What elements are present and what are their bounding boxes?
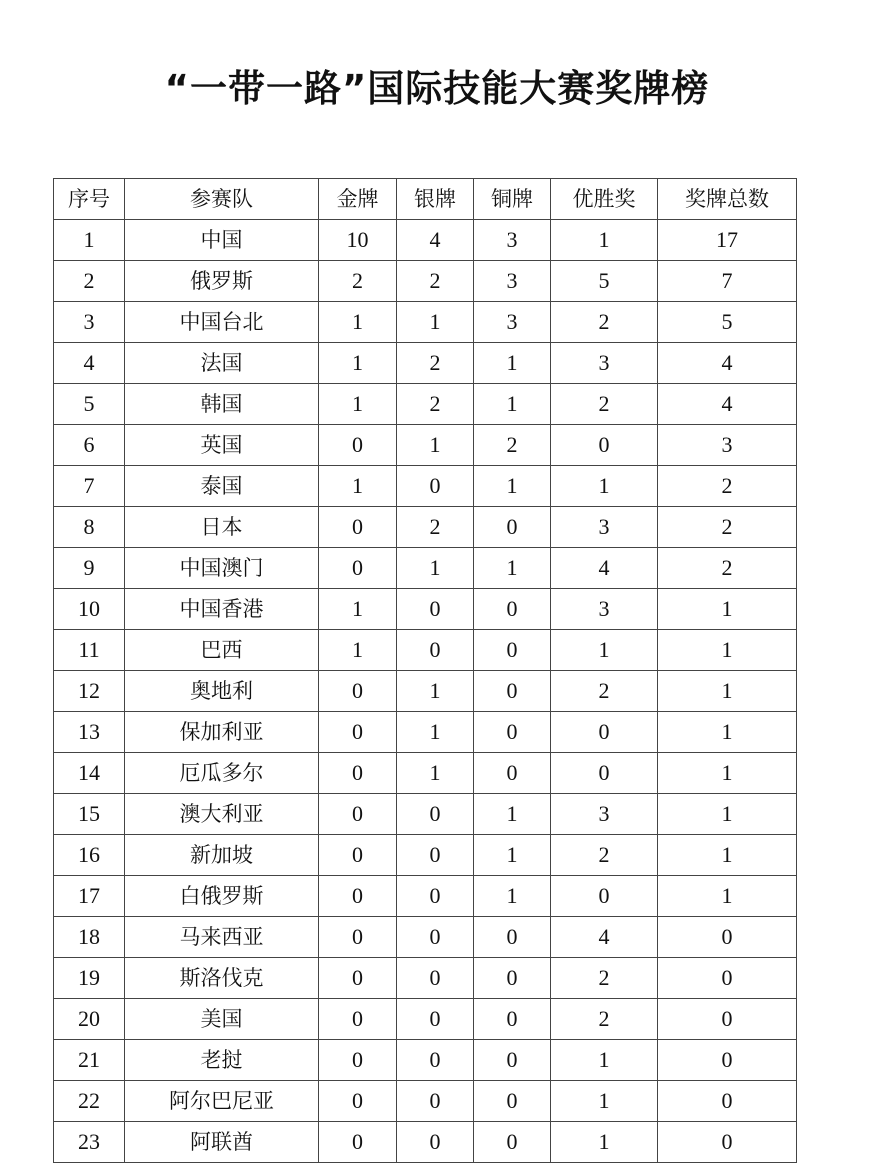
team-cell: 阿联酋 <box>125 1122 319 1163</box>
gold-cell: 0 <box>319 1122 397 1163</box>
team-cell: 斯洛伐克 <box>125 958 319 999</box>
excellence-cell: 3 <box>551 343 658 384</box>
table-row <box>54 712 797 753</box>
header-row <box>54 179 797 220</box>
rank-cell: 2 <box>54 261 125 302</box>
gold-cell: 0 <box>319 958 397 999</box>
rank-cell: 8 <box>54 507 125 548</box>
total-cell: 4 <box>658 343 797 384</box>
bronze-cell: 1 <box>474 384 551 425</box>
gold-cell: 0 <box>319 917 397 958</box>
column-header-gold: 金牌 <box>319 179 397 220</box>
excellence-cell: 1 <box>551 1081 658 1122</box>
total-cell: 1 <box>658 876 797 917</box>
excellence-cell: 2 <box>551 835 658 876</box>
bronze-cell: 3 <box>474 302 551 343</box>
table-row <box>54 384 797 425</box>
team-cell: 巴西 <box>125 630 319 671</box>
column-header-silver: 银牌 <box>397 179 474 220</box>
table-row <box>54 466 797 507</box>
team-cell: 厄瓜多尔 <box>125 753 319 794</box>
rank-cell: 19 <box>54 958 125 999</box>
rank-cell: 6 <box>54 425 125 466</box>
total-cell: 1 <box>658 794 797 835</box>
bronze-cell: 0 <box>474 589 551 630</box>
team-cell: 保加利亚 <box>125 712 319 753</box>
bronze-cell: 0 <box>474 507 551 548</box>
excellence-cell: 4 <box>551 548 658 589</box>
rank-cell: 13 <box>54 712 125 753</box>
team-cell: 老挝 <box>125 1040 319 1081</box>
rank-cell: 10 <box>54 589 125 630</box>
table-row <box>54 876 797 917</box>
team-cell: 新加坡 <box>125 835 319 876</box>
silver-cell: 0 <box>397 999 474 1040</box>
team-cell: 奥地利 <box>125 671 319 712</box>
gold-cell: 10 <box>319 220 397 261</box>
team-cell: 阿尔巴尼亚 <box>125 1081 319 1122</box>
gold-cell: 1 <box>319 466 397 507</box>
silver-cell: 0 <box>397 958 474 999</box>
rank-cell: 1 <box>54 220 125 261</box>
silver-cell: 2 <box>397 507 474 548</box>
rank-cell: 15 <box>54 794 125 835</box>
silver-cell: 1 <box>397 425 474 466</box>
gold-cell: 0 <box>319 548 397 589</box>
table-row <box>54 302 797 343</box>
team-cell: 泰国 <box>125 466 319 507</box>
silver-cell: 0 <box>397 794 474 835</box>
total-cell: 0 <box>658 999 797 1040</box>
column-header-bronze: 铜牌 <box>474 179 551 220</box>
bronze-cell: 0 <box>474 753 551 794</box>
excellence-cell: 5 <box>551 261 658 302</box>
table-row <box>54 1081 797 1122</box>
excellence-cell: 0 <box>551 712 658 753</box>
total-cell: 2 <box>658 507 797 548</box>
gold-cell: 0 <box>319 712 397 753</box>
column-header-excellence: 优胜奖 <box>551 179 658 220</box>
excellence-cell: 2 <box>551 999 658 1040</box>
silver-cell: 1 <box>397 671 474 712</box>
table-row <box>54 630 797 671</box>
bronze-cell: 1 <box>474 466 551 507</box>
team-cell: 英国 <box>125 425 319 466</box>
excellence-cell: 4 <box>551 917 658 958</box>
table-row <box>54 1040 797 1081</box>
team-cell: 马来西亚 <box>125 917 319 958</box>
total-cell: 7 <box>658 261 797 302</box>
rank-cell: 21 <box>54 1040 125 1081</box>
rank-cell: 17 <box>54 876 125 917</box>
table-row <box>54 999 797 1040</box>
rank-cell: 9 <box>54 548 125 589</box>
total-cell: 2 <box>658 466 797 507</box>
gold-cell: 0 <box>319 1040 397 1081</box>
bronze-cell: 0 <box>474 1081 551 1122</box>
team-cell: 中国台北 <box>125 302 319 343</box>
gold-cell: 0 <box>319 507 397 548</box>
gold-cell: 1 <box>319 302 397 343</box>
silver-cell: 1 <box>397 753 474 794</box>
bronze-cell: 1 <box>474 794 551 835</box>
bronze-cell: 3 <box>474 261 551 302</box>
bronze-cell: 0 <box>474 1040 551 1081</box>
gold-cell: 0 <box>319 753 397 794</box>
bronze-cell: 0 <box>474 712 551 753</box>
rank-cell: 5 <box>54 384 125 425</box>
silver-cell: 2 <box>397 384 474 425</box>
team-cell: 法国 <box>125 343 319 384</box>
table-row <box>54 835 797 876</box>
total-cell: 1 <box>658 835 797 876</box>
excellence-cell: 3 <box>551 794 658 835</box>
bronze-cell: 1 <box>474 835 551 876</box>
team-cell: 中国澳门 <box>125 548 319 589</box>
bronze-cell: 1 <box>474 548 551 589</box>
gold-cell: 0 <box>319 999 397 1040</box>
gold-cell: 0 <box>319 876 397 917</box>
total-cell: 1 <box>658 589 797 630</box>
excellence-cell: 2 <box>551 671 658 712</box>
total-cell: 1 <box>658 671 797 712</box>
gold-cell: 0 <box>319 425 397 466</box>
total-cell: 1 <box>658 712 797 753</box>
excellence-cell: 2 <box>551 384 658 425</box>
excellence-cell: 1 <box>551 220 658 261</box>
table-row <box>54 794 797 835</box>
team-cell: 韩国 <box>125 384 319 425</box>
silver-cell: 1 <box>397 302 474 343</box>
table-row <box>54 1122 797 1163</box>
bronze-cell: 2 <box>474 425 551 466</box>
total-cell: 4 <box>658 384 797 425</box>
page-title: “一带一路”国际技能大赛奖牌榜 <box>164 67 710 110</box>
silver-cell: 0 <box>397 876 474 917</box>
silver-cell: 2 <box>397 261 474 302</box>
silver-cell: 0 <box>397 589 474 630</box>
bronze-cell: 0 <box>474 958 551 999</box>
total-cell: 0 <box>658 1040 797 1081</box>
total-cell: 0 <box>658 958 797 999</box>
excellence-cell: 1 <box>551 630 658 671</box>
excellence-cell: 2 <box>551 302 658 343</box>
total-cell: 1 <box>658 753 797 794</box>
gold-cell: 0 <box>319 835 397 876</box>
gold-cell: 1 <box>319 630 397 671</box>
silver-cell: 0 <box>397 917 474 958</box>
rank-cell: 7 <box>54 466 125 507</box>
rank-cell: 20 <box>54 999 125 1040</box>
column-header-total: 奖牌总数 <box>658 179 797 220</box>
rank-cell: 11 <box>54 630 125 671</box>
medal-table <box>53 178 797 1163</box>
excellence-cell: 1 <box>551 1040 658 1081</box>
silver-cell: 0 <box>397 1122 474 1163</box>
total-cell: 0 <box>658 1081 797 1122</box>
bronze-cell: 0 <box>474 917 551 958</box>
bronze-cell: 0 <box>474 630 551 671</box>
bronze-cell: 0 <box>474 999 551 1040</box>
team-cell: 白俄罗斯 <box>125 876 319 917</box>
rank-cell: 14 <box>54 753 125 794</box>
table-row <box>54 220 797 261</box>
total-cell: 2 <box>658 548 797 589</box>
excellence-cell: 0 <box>551 876 658 917</box>
table-row <box>54 671 797 712</box>
total-cell: 17 <box>658 220 797 261</box>
rank-cell: 3 <box>54 302 125 343</box>
rank-cell: 16 <box>54 835 125 876</box>
bronze-cell: 0 <box>474 671 551 712</box>
silver-cell: 0 <box>397 1040 474 1081</box>
gold-cell: 2 <box>319 261 397 302</box>
excellence-cell: 0 <box>551 753 658 794</box>
table-row <box>54 343 797 384</box>
team-cell: 美国 <box>125 999 319 1040</box>
excellence-cell: 1 <box>551 1122 658 1163</box>
table-row <box>54 425 797 466</box>
table-row <box>54 261 797 302</box>
silver-cell: 2 <box>397 343 474 384</box>
table-row <box>54 958 797 999</box>
excellence-cell: 1 <box>551 466 658 507</box>
total-cell: 1 <box>658 630 797 671</box>
total-cell: 5 <box>658 302 797 343</box>
silver-cell: 1 <box>397 548 474 589</box>
team-cell: 澳大利亚 <box>125 794 319 835</box>
table-row <box>54 589 797 630</box>
gold-cell: 0 <box>319 794 397 835</box>
silver-cell: 0 <box>397 835 474 876</box>
excellence-cell: 3 <box>551 507 658 548</box>
rank-cell: 23 <box>54 1122 125 1163</box>
rank-cell: 12 <box>54 671 125 712</box>
gold-cell: 1 <box>319 589 397 630</box>
bronze-cell: 1 <box>474 343 551 384</box>
team-cell: 中国香港 <box>125 589 319 630</box>
gold-cell: 1 <box>319 384 397 425</box>
column-header-team: 参赛队 <box>125 179 319 220</box>
silver-cell: 1 <box>397 712 474 753</box>
silver-cell: 4 <box>397 220 474 261</box>
bronze-cell: 0 <box>474 1122 551 1163</box>
gold-cell: 0 <box>319 671 397 712</box>
team-cell: 中国 <box>125 220 319 261</box>
team-cell: 日本 <box>125 507 319 548</box>
table-row <box>54 548 797 589</box>
silver-cell: 0 <box>397 630 474 671</box>
gold-cell: 0 <box>319 1081 397 1122</box>
excellence-cell: 2 <box>551 958 658 999</box>
rank-cell: 18 <box>54 917 125 958</box>
table-row <box>54 753 797 794</box>
total-cell: 3 <box>658 425 797 466</box>
excellence-cell: 3 <box>551 589 658 630</box>
column-header-rank: 序号 <box>54 179 125 220</box>
team-cell: 俄罗斯 <box>125 261 319 302</box>
rank-cell: 4 <box>54 343 125 384</box>
table-row <box>54 507 797 548</box>
rank-cell: 22 <box>54 1081 125 1122</box>
bronze-cell: 1 <box>474 876 551 917</box>
silver-cell: 0 <box>397 1081 474 1122</box>
total-cell: 0 <box>658 1122 797 1163</box>
bronze-cell: 3 <box>474 220 551 261</box>
excellence-cell: 0 <box>551 425 658 466</box>
gold-cell: 1 <box>319 343 397 384</box>
silver-cell: 0 <box>397 466 474 507</box>
table-row <box>54 917 797 958</box>
total-cell: 0 <box>658 917 797 958</box>
